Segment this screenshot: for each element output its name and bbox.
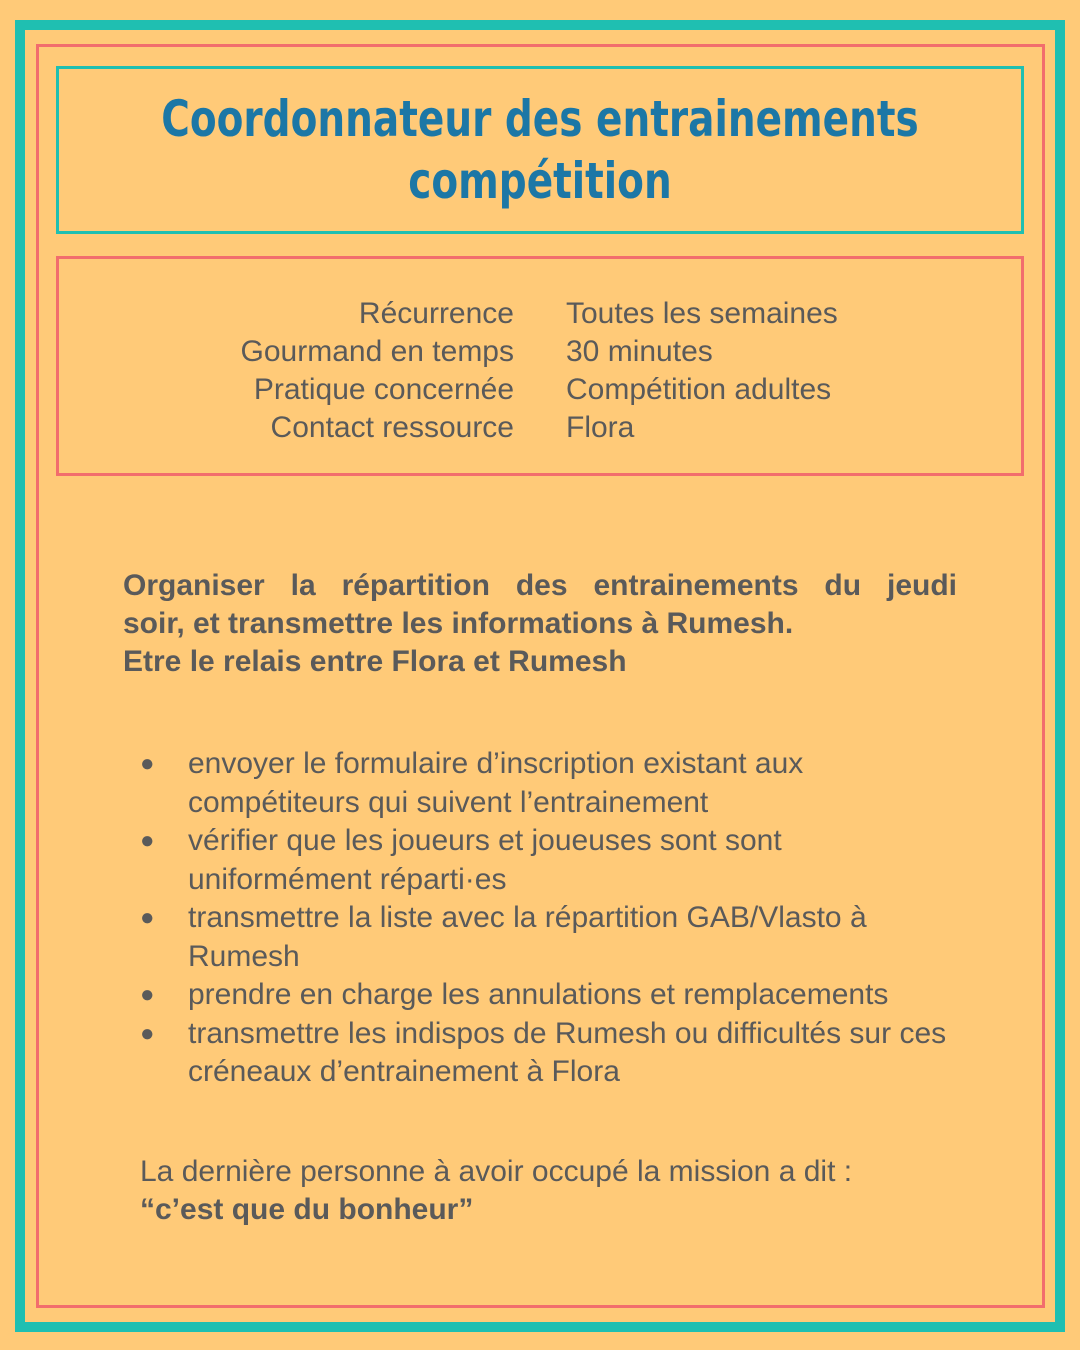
- info-row-recurrence: [59, 295, 1021, 333]
- summary-line: Etre le relais entre Flora et Rumesh: [123, 645, 627, 678]
- task-list: [140, 745, 960, 1092]
- list-item: [140, 745, 960, 822]
- quote-text: “c’est que du bonheur”: [140, 1193, 474, 1226]
- info-value: Compétition adultes: [566, 373, 832, 406]
- info-value: Flora: [566, 411, 635, 444]
- bullet-icon: ●: [140, 827, 155, 854]
- summary-line: Organiser la répartition des entrainements du jeudi: [123, 569, 957, 602]
- info-row-time: [59, 333, 1021, 371]
- info-label: Gourmand en temps: [240, 335, 514, 368]
- task-text: envoyer le formulaire d’inscription existant aux compétiteurs qui suivent l’entrainement: [188, 747, 804, 819]
- info-label: Récurrence: [358, 297, 514, 330]
- task-text: transmettre les indispos de Rumesh ou difficultés sur ces créneaux d’entrainement à Flora: [188, 1016, 947, 1088]
- bullet-icon: ●: [140, 1019, 155, 1047]
- bullet-icon: ●: [140, 981, 155, 1008]
- info-row-practice: [59, 371, 1021, 409]
- bullet-icon: ●: [140, 904, 155, 931]
- quote-intro: La dernière personne à avoir occupé la mission a dit :: [140, 1155, 853, 1188]
- info-label: Contact ressource: [270, 411, 514, 444]
- info-box: [56, 256, 1024, 476]
- info-value: 30 minutes: [566, 335, 713, 368]
- list-item: [140, 1015, 960, 1092]
- summary-line: soir, et transmettre les informations à Rumesh.: [123, 607, 794, 640]
- list-item: [140, 899, 960, 976]
- task-text: vérifier que les joueurs et joueuses sont sont uniformément réparti·es: [188, 824, 782, 896]
- info-value: Toutes les semaines: [566, 297, 838, 330]
- list-item: [140, 822, 960, 899]
- task-text: prendre en charge les annulations et remplacements: [188, 978, 889, 1011]
- info-label: Pratique concernée: [253, 373, 514, 406]
- list-item: [140, 976, 960, 1015]
- page-title: Coordonnateur des entrainements compétition: [161, 90, 919, 210]
- bullet-icon: ●: [140, 750, 155, 777]
- title-box: [56, 66, 1024, 234]
- mission-summary: [123, 567, 957, 681]
- info-row-contact: [59, 409, 1021, 447]
- task-text: transmettre la liste avec la répartition GAB/Vlasto à Rumesh: [188, 901, 867, 973]
